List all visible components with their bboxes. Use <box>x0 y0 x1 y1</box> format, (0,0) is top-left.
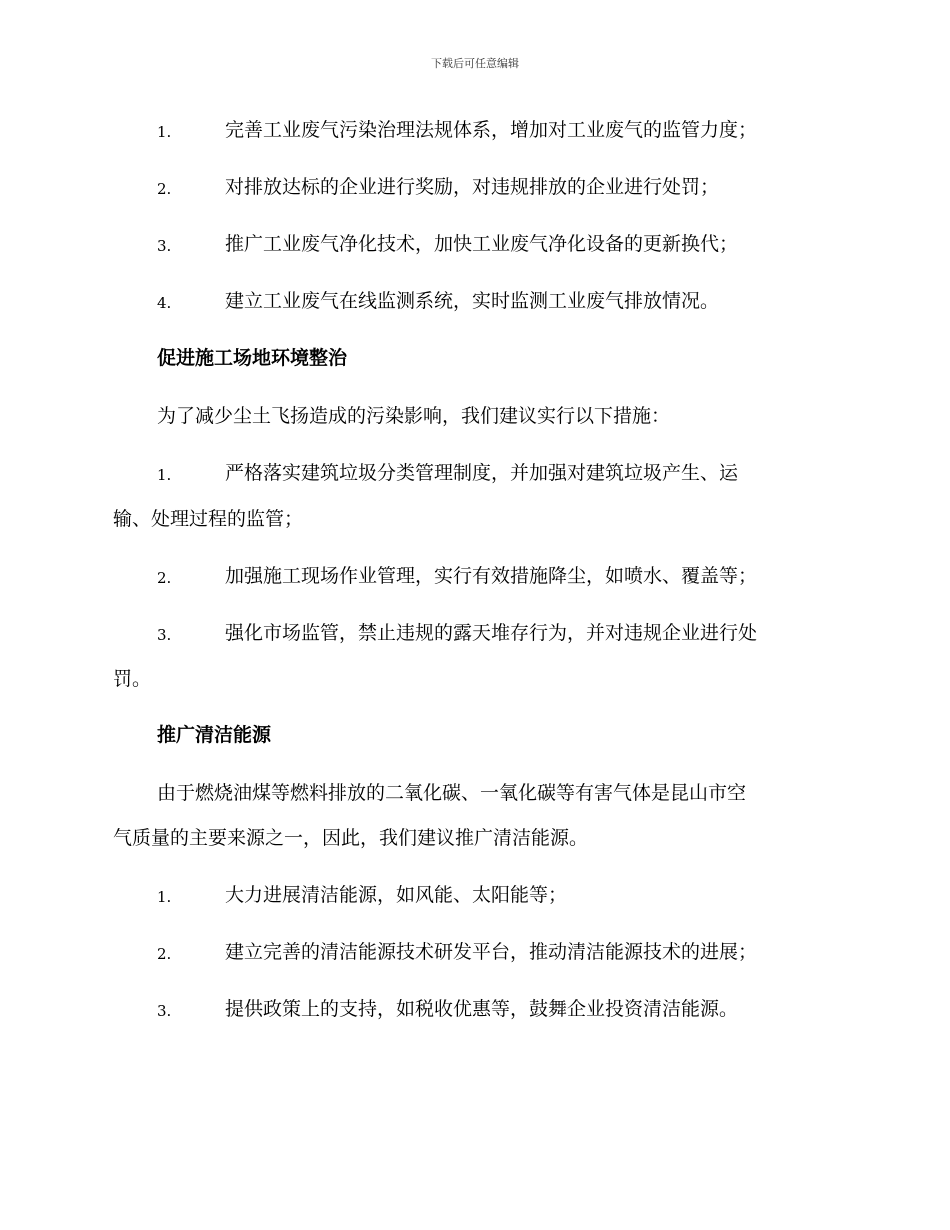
list-number: 1. <box>157 123 172 141</box>
list-number: 3. <box>157 1002 172 1020</box>
paragraph-text-continuation: 气质量的主要来源之一，因此，我们建议推广清洁能源。 <box>113 827 589 849</box>
list-number: 2. <box>157 569 172 587</box>
list-number: 2. <box>157 180 172 198</box>
list-number: 4. <box>157 294 172 312</box>
list-text: 推广工业废气净化技术，加快工业废气净化设备的更新换代； <box>225 233 739 255</box>
list-text: 完善工业废气污染治理法规体系，增加对工业废气的监管力度； <box>225 119 758 141</box>
list-text: 提供政策上的支持，如税收优惠等，鼓舞企业投资清洁能源。 <box>225 998 739 1020</box>
list-text: 大力进展清洁能源，如风能、太阳能等； <box>225 884 568 906</box>
list-number: 3. <box>157 626 172 644</box>
list-text: 强化市场监管，禁止违规的露天堆存行为，并对违规企业进行处 <box>225 622 758 644</box>
list-text: 建立工业废气在线监测系统，实时监测工业废气排放情况。 <box>225 290 720 312</box>
list-text-continuation: 罚。 <box>113 668 152 690</box>
paragraph-text: 由于燃烧油煤等燃料排放的二氧化碳、一氧化碳等有害气体是昆山市空 <box>157 782 747 804</box>
list-text-continuation: 输、处理过程的监管； <box>113 508 304 530</box>
list-text: 建立完善的清洁能源技术研发平台，推动清洁能源技术的进展； <box>225 941 758 963</box>
list-number: 1. <box>157 888 172 906</box>
list-text: 对排放达标的企业进行奖励，对违规排放的企业进行处罚； <box>225 176 720 198</box>
list-text: 加强施工现场作业管理，实行有效措施降尘，如喷水、覆盖等； <box>225 565 758 587</box>
list-number: 2. <box>157 945 172 963</box>
list-text: 严格落实建筑垃圾分类管理制度，并加强对建筑垃圾产生、运 <box>225 462 739 484</box>
section-heading-text: 促进施工场地环境整治 <box>157 347 348 369</box>
list-number: 3. <box>157 237 172 255</box>
section-heading-text: 推广清洁能源 <box>157 724 272 746</box>
paragraph-text: 为了减少尘土飞扬造成的污染影响，我们建议实行以下措施： <box>157 405 671 427</box>
page-header: 下载后可任意编辑 <box>431 57 519 70</box>
list-number: 1. <box>157 466 172 484</box>
